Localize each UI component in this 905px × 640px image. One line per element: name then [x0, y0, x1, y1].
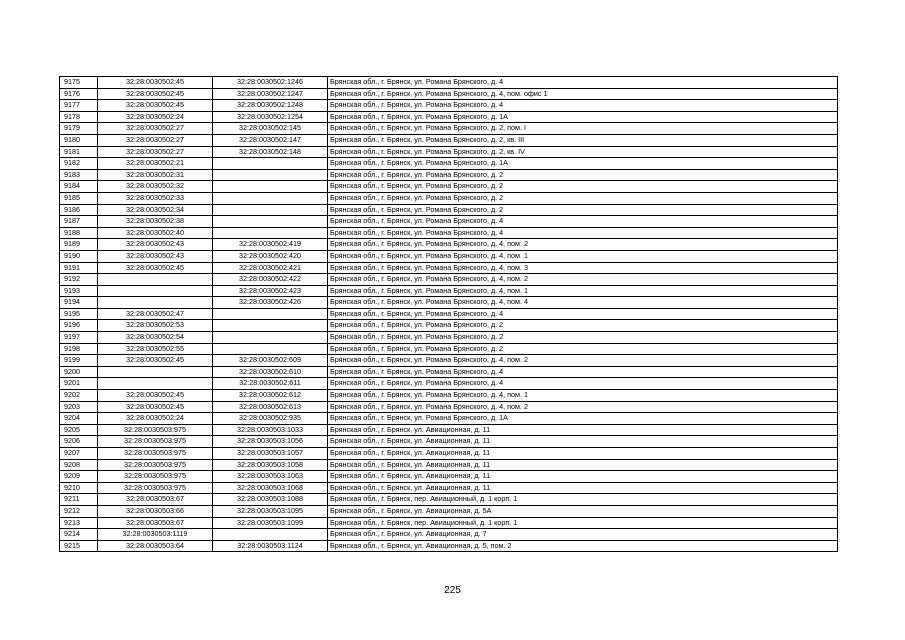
land-cadastral-number-cell: 32:28:0030502:43: [98, 250, 213, 262]
row-number-cell: 9199: [60, 355, 98, 367]
table-row: [60, 227, 838, 239]
address-cell: Брянская обл., г. Брянск, ул. Романа Брянского, д. 4, пом. 1: [328, 250, 838, 262]
address-cell: Брянская обл., г. Брянск, пер. Авиационный, д. 1 корп. 1: [328, 517, 838, 529]
address-cell: Брянская обл., г. Брянск, ул. Авиационная, д. 11: [328, 471, 838, 483]
object-cadastral-number-cell: [213, 332, 328, 344]
row-number-cell: 9215: [60, 540, 98, 552]
object-cadastral-number-cell: 32:28:0030502:1254: [213, 111, 328, 123]
row-number-cell: 9204: [60, 413, 98, 425]
row-number-cell: 9205: [60, 424, 98, 436]
address-cell: Брянская обл., г. Брянск, ул. Романа Брянского, д. 2, пом. I: [328, 123, 838, 135]
row-number-cell: 9177: [60, 100, 98, 112]
row-number-cell: 9186: [60, 204, 98, 216]
address-cell: Брянская обл., г. Брянск, ул. Романа Брянского, д. 4: [328, 100, 838, 112]
object-cadastral-number-cell: 32:28:0030502:420: [213, 250, 328, 262]
table-row: [60, 216, 838, 228]
address-cell: Брянская обл., г. Брянск, ул. Романа Брянского, д. 2: [328, 192, 838, 204]
row-number-cell: 9195: [60, 308, 98, 320]
row-number-cell: 9194: [60, 297, 98, 309]
row-number-cell: 9183: [60, 169, 98, 181]
row-number-cell: 9180: [60, 134, 98, 146]
row-number-cell: 9193: [60, 285, 98, 297]
row-number-cell: 9207: [60, 448, 98, 460]
land-cadastral-number-cell: 32:28:0030502:24: [98, 413, 213, 425]
land-cadastral-number-cell: 32:28:0030502:45: [98, 77, 213, 89]
table-row: [60, 158, 838, 170]
land-cadastral-number-cell: 32:28:0030502:27: [98, 134, 213, 146]
object-cadastral-number-cell: 32:28:0030503:1063: [213, 471, 328, 483]
address-cell: Брянская обл., г. Брянск, ул. Авиационная, д. 11: [328, 482, 838, 494]
row-number-cell: 9179: [60, 123, 98, 135]
row-number-cell: 9203: [60, 401, 98, 413]
address-cell: Брянская обл., г. Брянск, ул. Романа Брянского, д. 2, кв. III: [328, 134, 838, 146]
address-cell: Брянская обл., г. Брянск, ул. Романа Брянского, д. 2: [328, 332, 838, 344]
land-cadastral-number-cell: 32:28:0030503:64: [98, 540, 213, 552]
table-row: [60, 343, 838, 355]
table-row: [60, 436, 838, 448]
object-cadastral-number-cell: [213, 308, 328, 320]
object-cadastral-number-cell: 32:28:0030503:1095: [213, 505, 328, 517]
row-number-cell: 9210: [60, 482, 98, 494]
table-row: [60, 366, 838, 378]
table-row: [60, 308, 838, 320]
object-cadastral-number-cell: 32:28:0030502:612: [213, 390, 328, 402]
row-number-cell: 9208: [60, 459, 98, 471]
object-cadastral-number-cell: [213, 343, 328, 355]
address-cell: Брянская обл., г. Брянск, ул. Романа Брянского, д. 2: [328, 320, 838, 332]
table-row: [60, 401, 838, 413]
table-row: [60, 111, 838, 123]
address-cell: Брянская обл., г. Брянск, ул. Романа Брянского, д. 2: [328, 169, 838, 181]
address-cell: Брянская обл., г. Брянск, ул. Романа Брянского, д. 2: [328, 181, 838, 193]
address-cell: Брянская обл., г. Брянск, ул. Авиационная, д. 11: [328, 448, 838, 460]
address-cell: Брянская обл., г. Брянск, ул. Романа Брянского, д. 4, пом. 3: [328, 262, 838, 274]
land-cadastral-number-cell: 32:28:0030503:67: [98, 517, 213, 529]
object-cadastral-number-cell: 32:28:0030502:609: [213, 355, 328, 367]
row-number-cell: 9178: [60, 111, 98, 123]
row-number-cell: 9202: [60, 390, 98, 402]
property-table: [59, 76, 838, 552]
land-cadastral-number-cell: 32:28:0030502:45: [98, 100, 213, 112]
address-cell: Брянская обл., г. Брянск, ул. Романа Брянского, д. 4: [328, 366, 838, 378]
table-row: [60, 459, 838, 471]
address-cell: Брянская обл., г. Брянск, ул. Авиационная, д. 5А: [328, 505, 838, 517]
address-cell: Брянская обл., г. Брянск, ул. Романа Брянского, д. 4, пом. офис 1: [328, 88, 838, 100]
object-cadastral-number-cell: 32:28:0030502:419: [213, 239, 328, 251]
object-cadastral-number-cell: 32:28:0030502:1248: [213, 100, 328, 112]
table-row: [60, 482, 838, 494]
row-number-cell: 9176: [60, 88, 98, 100]
table-row: [60, 529, 838, 541]
row-number-cell: 9191: [60, 262, 98, 274]
document-page: [59, 76, 838, 552]
object-cadastral-number-cell: 32:28:0030503:1057: [213, 448, 328, 460]
object-cadastral-number-cell: 32:28:0030502:935: [213, 413, 328, 425]
row-number-cell: 9184: [60, 181, 98, 193]
table-row: [60, 320, 838, 332]
object-cadastral-number-cell: 32:28:0030502:611: [213, 378, 328, 390]
land-cadastral-number-cell: 32:28:0030503:975: [98, 482, 213, 494]
address-cell: Брянская обл., г. Брянск, ул. Романа Брянского, д. 4, пом. 2: [328, 239, 838, 251]
table-row: [60, 448, 838, 460]
land-cadastral-number-cell: 32:28:0030503:975: [98, 424, 213, 436]
row-number-cell: 9214: [60, 529, 98, 541]
object-cadastral-number-cell: [213, 158, 328, 170]
land-cadastral-number-cell: 32:28:0030502:27: [98, 123, 213, 135]
row-number-cell: 9212: [60, 505, 98, 517]
row-number-cell: 9190: [60, 250, 98, 262]
object-cadastral-number-cell: 32:28:0030502:422: [213, 274, 328, 286]
page-number: 225: [444, 585, 461, 596]
address-cell: Брянская обл., г. Брянск, ул. Романа Брянского, д. 4, пом. 1: [328, 285, 838, 297]
address-cell: Брянская обл., г. Брянск, пер. Авиационный, д. 1 корп. 1: [328, 494, 838, 506]
land-cadastral-number-cell: 32:28:0030503:975: [98, 436, 213, 448]
land-cadastral-number-cell: 32:28:0030502:45: [98, 390, 213, 402]
table-row: [60, 390, 838, 402]
table-row: [60, 274, 838, 286]
address-cell: Брянская обл., г. Брянск, ул. Романа Брянского, д. 2: [328, 343, 838, 355]
address-cell: Брянская обл., г. Брянск, ул. Романа Брянского, д. 2, кв. IV: [328, 146, 838, 158]
table-row: [60, 204, 838, 216]
table-row: [60, 146, 838, 158]
address-cell: Брянская обл., г. Брянск, ул. Романа Брянского, д. 4, пом. 4: [328, 297, 838, 309]
object-cadastral-number-cell: 32:28:0030503:1124: [213, 540, 328, 552]
land-cadastral-number-cell: 32:28:0030503:975: [98, 471, 213, 483]
address-cell: Брянская обл., г. Брянск, ул. Романа Брянского, д. 4: [328, 378, 838, 390]
object-cadastral-number-cell: 32:28:0030503:1099: [213, 517, 328, 529]
object-cadastral-number-cell: 32:28:0030502:148: [213, 146, 328, 158]
table-row: [60, 262, 838, 274]
land-cadastral-number-cell: 32:28:0030502:45: [98, 355, 213, 367]
object-cadastral-number-cell: 32:28:0030502:610: [213, 366, 328, 378]
row-number-cell: 9175: [60, 77, 98, 89]
table-row: [60, 378, 838, 390]
object-cadastral-number-cell: [213, 169, 328, 181]
address-cell: Брянская обл., г. Брянск, ул. Авиационная, д. 7: [328, 529, 838, 541]
table-row: [60, 505, 838, 517]
address-cell: Брянская обл., г. Брянск, ул. Романа Брянского, д. 1А: [328, 111, 838, 123]
land-cadastral-number-cell: [98, 297, 213, 309]
row-number-cell: 9188: [60, 227, 98, 239]
table-row: [60, 181, 838, 193]
object-cadastral-number-cell: 32:28:0030502:421: [213, 262, 328, 274]
land-cadastral-number-cell: 32:28:0030503:66: [98, 505, 213, 517]
land-cadastral-number-cell: 32:28:0030502:31: [98, 169, 213, 181]
object-cadastral-number-cell: 32:28:0030502:613: [213, 401, 328, 413]
row-number-cell: 9192: [60, 274, 98, 286]
object-cadastral-number-cell: 32:28:0030502:423: [213, 285, 328, 297]
object-cadastral-number-cell: 32:28:0030503:1088: [213, 494, 328, 506]
object-cadastral-number-cell: 32:28:0030502:145: [213, 123, 328, 135]
table-row: [60, 100, 838, 112]
land-cadastral-number-cell: 32:28:0030502:45: [98, 262, 213, 274]
land-cadastral-number-cell: 32:28:0030503:975: [98, 448, 213, 460]
land-cadastral-number-cell: 32:28:0030503:975: [98, 459, 213, 471]
object-cadastral-number-cell: 32:28:0030503:1056: [213, 436, 328, 448]
address-cell: Брянская обл., г. Брянск, ул. Авиационная, д. 11: [328, 436, 838, 448]
object-cadastral-number-cell: 32:28:0030503:1058: [213, 459, 328, 471]
address-cell: Брянская обл., г. Брянск, ул. Романа Брянского, д. 4: [328, 227, 838, 239]
object-cadastral-number-cell: [213, 216, 328, 228]
land-cadastral-number-cell: 32:28:0030502:34: [98, 204, 213, 216]
address-cell: Брянская обл., г. Брянск, ул. Романа Брянского, д. 4, пом. 2: [328, 355, 838, 367]
row-number-cell: 9200: [60, 366, 98, 378]
land-cadastral-number-cell: 32:28:0030502:21: [98, 158, 213, 170]
row-number-cell: 9196: [60, 320, 98, 332]
address-cell: Брянская обл., г. Брянск, ул. Романа Брянского, д. 4: [328, 216, 838, 228]
row-number-cell: 9185: [60, 192, 98, 204]
object-cadastral-number-cell: 32:28:0030502:1246: [213, 77, 328, 89]
table-row: [60, 471, 838, 483]
address-cell: Брянская обл., г. Брянск, ул. Авиационная, д. 11: [328, 459, 838, 471]
row-number-cell: 9198: [60, 343, 98, 355]
row-number-cell: 9197: [60, 332, 98, 344]
land-cadastral-number-cell: 32:28:0030502:43: [98, 239, 213, 251]
land-cadastral-number-cell: 32:28:0030502:53: [98, 320, 213, 332]
land-cadastral-number-cell: [98, 285, 213, 297]
row-number-cell: 9213: [60, 517, 98, 529]
address-cell: Брянская обл., г. Брянск, ул. Романа Брянского, д. 2: [328, 204, 838, 216]
table-row: [60, 540, 838, 552]
land-cadastral-number-cell: 32:28:0030502:55: [98, 343, 213, 355]
table-row: [60, 134, 838, 146]
table-row: [60, 297, 838, 309]
table-row: [60, 123, 838, 135]
address-cell: Брянская обл., г. Брянск, ул. Романа Брянского, д. 4, пом. 2: [328, 274, 838, 286]
land-cadastral-number-cell: 32:28:0030502:54: [98, 332, 213, 344]
object-cadastral-number-cell: [213, 529, 328, 541]
table-row: [60, 192, 838, 204]
table-row: [60, 332, 838, 344]
object-cadastral-number-cell: [213, 181, 328, 193]
land-cadastral-number-cell: 32:28:0030502:38: [98, 216, 213, 228]
table-row: [60, 424, 838, 436]
object-cadastral-number-cell: [213, 320, 328, 332]
land-cadastral-number-cell: 32:28:0030502:47: [98, 308, 213, 320]
table-row: [60, 239, 838, 251]
table-row: [60, 285, 838, 297]
land-cadastral-number-cell: 32:28:0030503:67: [98, 494, 213, 506]
land-cadastral-number-cell: 32:28:0030503:1119: [98, 529, 213, 541]
table-row: [60, 413, 838, 425]
address-cell: Брянская обл., г. Брянск, ул. Романа Брянского, д. 4, пом. 2: [328, 401, 838, 413]
object-cadastral-number-cell: [213, 192, 328, 204]
object-cadastral-number-cell: 32:28:0030503:1068: [213, 482, 328, 494]
address-cell: Брянская обл., г. Брянск, ул. Романа Брянского, д. 4: [328, 77, 838, 89]
row-number-cell: 9206: [60, 436, 98, 448]
address-cell: Брянская обл., г. Брянск, ул. Романа Брянского, д. 4, пом. 1: [328, 390, 838, 402]
land-cadastral-number-cell: 32:28:0030502:27: [98, 146, 213, 158]
object-cadastral-number-cell: 32:28:0030502:147: [213, 134, 328, 146]
row-number-cell: 9209: [60, 471, 98, 483]
land-cadastral-number-cell: 32:28:0030502:45: [98, 88, 213, 100]
row-number-cell: 9181: [60, 146, 98, 158]
table-row: [60, 88, 838, 100]
table-row: [60, 169, 838, 181]
table-row: [60, 77, 838, 89]
row-number-cell: 9189: [60, 239, 98, 251]
object-cadastral-number-cell: 32:28:0030502:426: [213, 297, 328, 309]
row-number-cell: 9211: [60, 494, 98, 506]
table-body: [60, 77, 838, 552]
address-cell: Брянская обл., г. Брянск, ул. Авиационная, д. 5, пом. 2: [328, 540, 838, 552]
object-cadastral-number-cell: 32:28:0030503:1033: [213, 424, 328, 436]
table-row: [60, 250, 838, 262]
land-cadastral-number-cell: [98, 274, 213, 286]
land-cadastral-number-cell: 32:28:0030502:33: [98, 192, 213, 204]
land-cadastral-number-cell: [98, 378, 213, 390]
object-cadastral-number-cell: [213, 227, 328, 239]
object-cadastral-number-cell: 32:28:0030502:1247: [213, 88, 328, 100]
table-row: [60, 494, 838, 506]
row-number-cell: 9182: [60, 158, 98, 170]
address-cell: Брянская обл., г. Брянск, ул. Романа Брянского, д. 1А: [328, 158, 838, 170]
land-cadastral-number-cell: 32:28:0030502:40: [98, 227, 213, 239]
land-cadastral-number-cell: [98, 366, 213, 378]
address-cell: Брянская обл., г. Брянск, ул. Романа Брянского, д. 4: [328, 308, 838, 320]
address-cell: Брянская обл., г. Брянск, ул. Авиационная, д. 11: [328, 424, 838, 436]
object-cadastral-number-cell: [213, 204, 328, 216]
row-number-cell: 9201: [60, 378, 98, 390]
land-cadastral-number-cell: 32:28:0030502:45: [98, 401, 213, 413]
land-cadastral-number-cell: 32:28:0030502:24: [98, 111, 213, 123]
address-cell: Брянская обл., г. Брянск, ул. Романа Брянского, д. 1А: [328, 413, 838, 425]
table-row: [60, 355, 838, 367]
table-row: [60, 517, 838, 529]
row-number-cell: 9187: [60, 216, 98, 228]
land-cadastral-number-cell: 32:28:0030502:32: [98, 181, 213, 193]
